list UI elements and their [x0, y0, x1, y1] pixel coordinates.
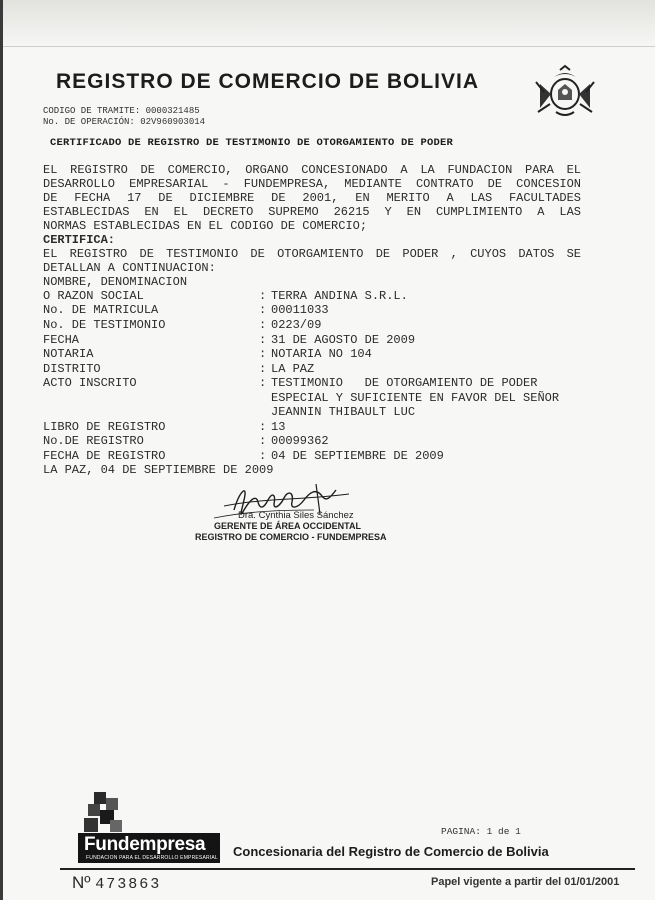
field-label: NOTARIA [43, 347, 94, 361]
certifica-label: CERTIFICA: [43, 233, 116, 247]
field-label: ACTO INSCRITO [43, 376, 137, 390]
paper-edge [0, 46, 655, 47]
field-value-fecha: 31 DE AGOSTO DE 2009 [271, 333, 416, 347]
fundempresa-logo-icon [80, 790, 130, 836]
scan-shadow [0, 0, 655, 48]
page-number: PAGINA: 1 de 1 [441, 826, 521, 837]
intro-line: DE FECHA 17 DE DICIEMBRE DE 2001, EN MERITO A LAS FACULTADES [43, 191, 581, 205]
intro-line: EL REGISTRO DE COMERCIO, ORGANO CONCESIONADO A LA FUNDACION PARA EL [43, 163, 581, 177]
field-label-nombre: NOMBRE, DENOMINACION [43, 275, 188, 289]
signatory-office: REGISTRO DE COMERCIO - FUNDEMPRESA [195, 532, 387, 542]
field-label: No.DE REGISTRO [43, 434, 144, 448]
brand-name: Fundempresa [84, 834, 206, 855]
place-date: LA PAZ, 04 DE SEPTIEMBRE DE 2009 [43, 463, 274, 477]
serial-prefix: Nº [72, 873, 91, 892]
field-value-acto-inscrito: TESTIMONIO DE OTORGAMIENTO DE PODER [271, 376, 538, 390]
certifica-line: EL REGISTRO DE TESTIMONIO DE OTORGAMIENTO DE PODER , CUYOS DATOS SE [43, 247, 581, 261]
field-value-razon-social: TERRA ANDINA S.R.L. [271, 289, 408, 303]
field-label: O RAZON SOCIAL [43, 289, 144, 303]
document-title: REGISTRO DE COMERCIO DE BOLIVIA [56, 70, 480, 93]
paper-validity: Papel vigente a partir del 01/01/2001 [431, 876, 620, 888]
codigo-tramite: CODIGO DE TRAMITE: 0000321485 [43, 106, 200, 116]
field-value-notaria: NOTARIA NO 104 [271, 347, 372, 361]
field-label: No. DE TESTIMONIO [43, 318, 166, 332]
field-value-fecha-registro: 04 DE SEPTIEMBRE DE 2009 [271, 449, 444, 463]
field-label: No. DE MATRICULA [43, 303, 159, 317]
certificate-title: CERTIFICADO DE REGISTRO DE TESTIMONIO DE OTORGAMIENTO DE PODER [50, 137, 454, 149]
signatory-position: GERENTE DE ÁREA OCCIDENTAL [214, 521, 362, 531]
field-value-no-registro: 00099362 [271, 434, 329, 448]
field-value-testimonio: 0223/09 [271, 318, 322, 332]
footer-divider [60, 868, 635, 870]
field-value-acto-continuation: JEANNIN THIBAULT LUC [271, 405, 416, 419]
numero-operacion: No. DE OPERACIÓN: 02V960903014 [43, 117, 206, 127]
field-label: DISTRITO [43, 362, 101, 376]
field-label: FECHA DE REGISTRO [43, 449, 166, 463]
field-value-acto-continuation: ESPECIAL Y SUFICIENTE EN FAVOR DEL SEÑOR [271, 391, 560, 405]
brand-tagline: FUNDACION PARA EL DESARROLLO EMPRESARIAL [86, 855, 218, 861]
serial-number [72, 873, 161, 893]
fundempresa-logo [78, 833, 220, 863]
intro-line: ESTABLECIDAS EN EL DECRETO SUPREMO 26215 Y EN CUMPLIMIENTO A LAS [43, 205, 581, 219]
intro-line: NORMAS ESTABLECIDAS EN EL CODIGO DE COMERCIO; [43, 219, 368, 233]
field-value-distrito: LA PAZ [271, 362, 315, 376]
field-value-libro: 13 [271, 420, 286, 434]
intro-line: DESARROLLO EMPRESARIAL - FUNDEMPRESA, MEDIANTE CONTRATO DE CONCESION [43, 177, 581, 191]
field-value-matricula: 00011033 [271, 303, 329, 317]
field-label: LIBRO DE REGISTRO [43, 420, 166, 434]
field-label: FECHA [43, 333, 80, 347]
certifica-line: DETALLAN A CONTINUACION: [43, 261, 216, 275]
footer-title: Concesionaria del Registro de Comercio de Bolivia [233, 844, 549, 859]
serial-value: 473863 [95, 876, 162, 893]
scan-border [0, 0, 3, 900]
bolivia-coat-of-arms-icon [532, 64, 598, 120]
signatory-name: Dra. Cynthia Siles Sánchez [238, 510, 354, 521]
